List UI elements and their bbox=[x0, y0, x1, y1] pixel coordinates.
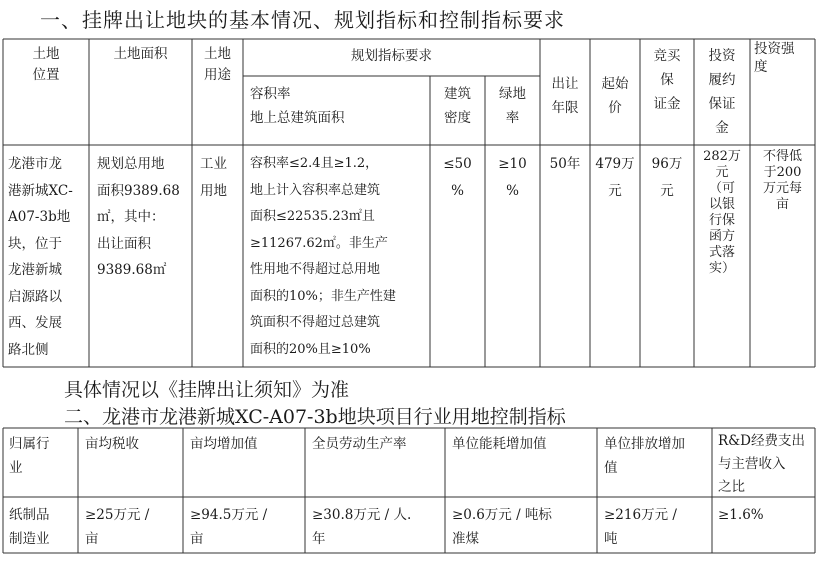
header-building-density: 建筑 密度 bbox=[444, 86, 471, 126]
header-performance-deposit: 投资 履约 保证 金 bbox=[708, 48, 736, 136]
section-title-2: 二、龙港市龙港新城XC-A07-3b地块项目行业用地控制指标 bbox=[64, 406, 566, 428]
cell-performance-deposit: 282万 元 （可 以银 行保 函方 式落 实） bbox=[703, 149, 741, 276]
cell-transfer-term: 50年 bbox=[549, 156, 581, 172]
header-start-price: 起始 价 bbox=[601, 76, 629, 116]
header-tax-per-mu: 亩均税收 bbox=[85, 436, 139, 452]
header-bid-deposit: 竞买 保 证金 bbox=[653, 48, 681, 112]
header-floor-area-ratio: 容积率 地上总建筑面积 bbox=[250, 86, 345, 126]
cell-start-price: 479万 元 bbox=[595, 156, 635, 199]
cell-green-rate: ≥10 % bbox=[498, 156, 527, 199]
section-title-1: 一、挂牌出让地块的基本情况、规划指标和控制指标要求 bbox=[40, 8, 565, 32]
header-labor-productivity: 全员劳动生产率 bbox=[312, 436, 407, 452]
cell-energy-value-added: ≥0.6万元 / 吨标 准煤 bbox=[452, 507, 552, 547]
header-transfer-term: 出让 年限 bbox=[551, 76, 579, 116]
cell-labor-productivity: ≥30.8万元 / 人. 年 bbox=[312, 507, 412, 547]
header-planning-requirements: 规划指标要求 bbox=[351, 48, 432, 64]
header-industry: 归属行 业 bbox=[9, 436, 50, 476]
header-energy-value-added: 单位能耗增加值 bbox=[452, 436, 547, 452]
cell-tax-per-mu: ≥25万元 / 亩 bbox=[85, 507, 150, 547]
header-investment-intensity: 投资强 度 bbox=[754, 41, 795, 75]
cell-investment-intensity: 不得低 于200 万元每 亩 bbox=[762, 149, 802, 212]
header-green-rate: 绿地 率 bbox=[499, 86, 526, 126]
header-land-use: 土地 用途 bbox=[204, 46, 231, 83]
header-land-location: 土地 位置 bbox=[32, 46, 60, 83]
cell-floor-area-ratio: 容积率≤2.4且≥1.2， 地上计入容积率总建筑 面积≤22535.23㎡且 ≥11267.62㎡。非生产 性用地不得超过总用地 面积的10%；非生产性建 筑面积不得超过总建筑 面积的20%且≥10% bbox=[250, 156, 396, 357]
cell-industry: 纸制品 制造业 bbox=[9, 507, 50, 547]
cell-land-location: 龙港市龙 港新城XC- A07-3b地 块，位于 龙港新城 启源路以 西、发展 路北侧 bbox=[8, 156, 73, 358]
note-text: 具体情况以《挂牌出让须知》为准 bbox=[64, 379, 350, 401]
cell-building-density: ≤50 % bbox=[443, 156, 472, 199]
header-emission-value-added: 单位排放增加 值 bbox=[604, 436, 685, 476]
cell-rd-ratio: ≥1.6% bbox=[718, 507, 764, 523]
cell-land-area: 规划总用地 面积9389.68 ㎡，其中： 出让面积 9389.68㎡ bbox=[97, 156, 180, 278]
cell-land-use: 工业 用地 bbox=[200, 156, 227, 199]
cell-emission-value-added: ≥216万元 / 吨 bbox=[604, 507, 677, 547]
cell-value-added-per-mu: ≥94.5万元 / 亩 bbox=[190, 507, 268, 547]
cell-bid-deposit: 96万 元 bbox=[651, 156, 683, 199]
header-land-area: 土地面积 bbox=[113, 46, 168, 62]
header-value-added-per-mu: 亩均增加值 bbox=[190, 436, 258, 452]
header-rd-ratio: R&D经费支出 与主营收入 之比 bbox=[718, 433, 806, 495]
